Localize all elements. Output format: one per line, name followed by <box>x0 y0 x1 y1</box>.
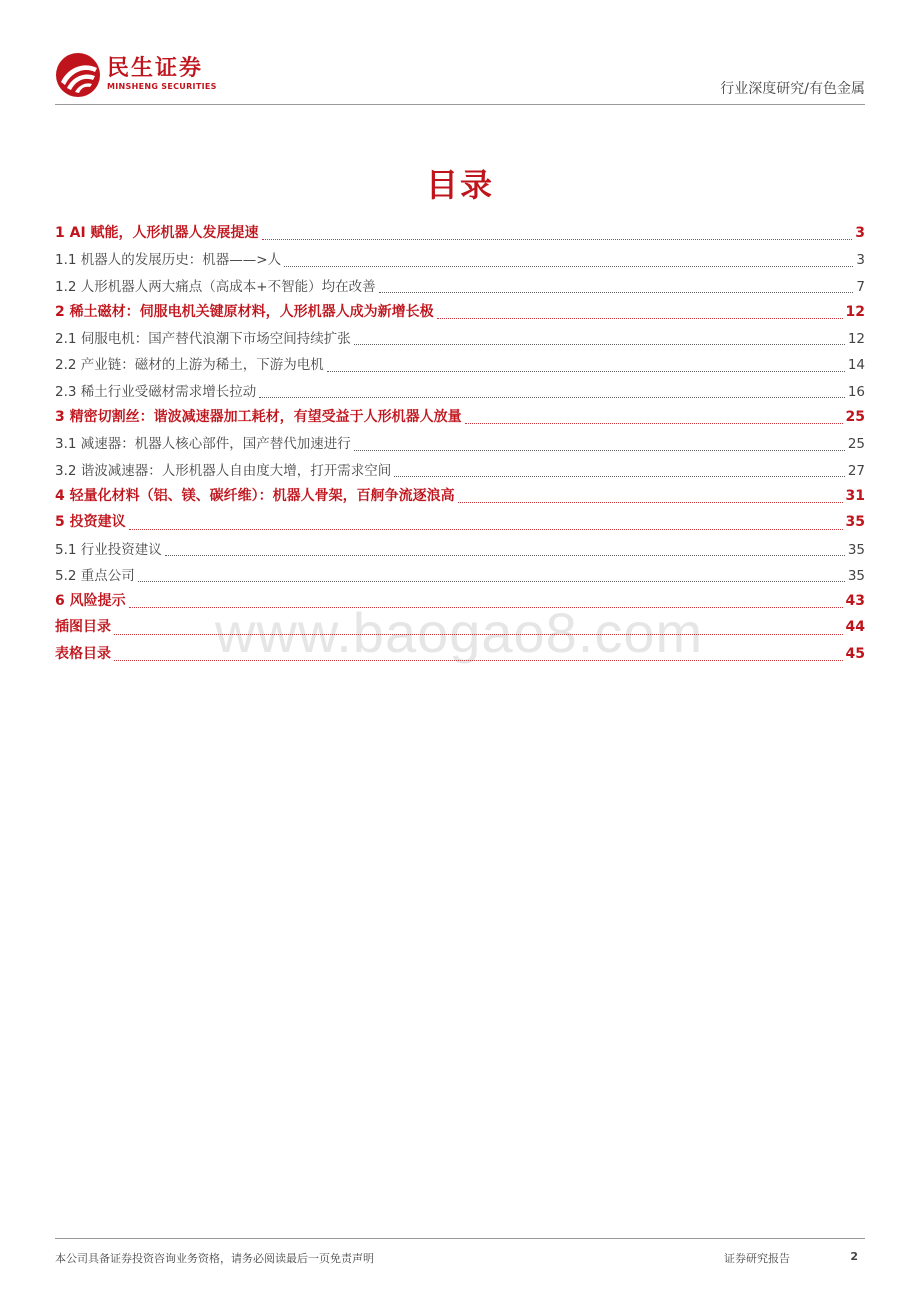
toc-entry[interactable] <box>55 538 865 564</box>
toc-entry-label[interactable]: 5.1 行业投资建议 <box>55 541 162 558</box>
toc-entry-page[interactable]: 45 <box>845 645 865 662</box>
toc-leader-dots <box>354 449 845 451</box>
footer-disclaimer: 本公司具备证券投资咨询业务资格，请务必阅读最后一页免责声明 <box>55 1252 374 1265</box>
toc-entry-label[interactable]: 2 稀土磁材：伺服电机关键原材料，人形机器人成为新增长极 <box>55 303 434 320</box>
toc-entry-label[interactable]: 1 AI 赋能，人形机器人发展提速 <box>55 225 259 241</box>
toc-entry-page[interactable]: 3 <box>856 252 865 269</box>
toc-entry[interactable] <box>55 301 865 327</box>
toc-entry-label[interactable]: 2.1 伺服电机：国产替代浪潮下市场空间持续扩张 <box>55 331 351 348</box>
footer-doc-type: 证券研究报告 <box>724 1252 790 1265</box>
toc-leader-dots <box>394 475 845 477</box>
toc-entry-page[interactable]: 35 <box>845 514 865 531</box>
toc-entry[interactable] <box>55 406 865 432</box>
toc-leader-dots <box>114 633 843 635</box>
toc-entry[interactable] <box>55 616 865 642</box>
logo-chinese-name: 民生证券 <box>107 56 204 81</box>
toc-entry-page[interactable]: 43 <box>845 593 865 610</box>
footer-divider <box>55 1238 865 1239</box>
toc-leader-dots <box>262 238 853 240</box>
toc-leader-dots <box>465 422 843 424</box>
toc-entry-label[interactable]: 4 轻量化材料（铝、镁、碳纤维）：机器人骨架，百舸争流逐浪高 <box>55 487 455 504</box>
toc-leader-dots <box>138 580 845 582</box>
header-divider <box>55 104 865 105</box>
toc-entry-page[interactable]: 7 <box>856 278 865 295</box>
report-category: 行业深度研究/有色金属 <box>720 81 865 97</box>
toc-entry-label[interactable]: 2.3 稀土行业受磁材需求增长拉动 <box>55 383 257 400</box>
toc-leader-dots <box>327 370 845 372</box>
toc-leader-dots <box>259 396 845 398</box>
toc-entry-page[interactable]: 16 <box>847 383 865 400</box>
toc-entry-page[interactable]: 31 <box>845 487 865 504</box>
toc-entry-page[interactable]: 44 <box>845 619 865 636</box>
toc-leader-dots <box>458 501 843 503</box>
toc-entry-label[interactable]: 5 投资建议 <box>55 514 126 531</box>
toc-entry-page[interactable]: 14 <box>847 357 865 374</box>
toc-leader-dots <box>284 265 853 267</box>
toc-title: 目录 <box>425 166 494 204</box>
toc-entry[interactable] <box>55 564 865 590</box>
toc-leader-dots <box>129 606 843 608</box>
toc-entry-label[interactable]: 1.1 机器人的发展历史：机器——>人 <box>55 252 282 269</box>
toc-entry[interactable] <box>55 643 865 669</box>
toc-entry-label[interactable]: 3.1 减速器：机器人核心部件，国产替代加速进行 <box>55 436 351 453</box>
page-header <box>55 48 865 106</box>
toc-entry-label[interactable]: 插图目录 <box>55 619 111 636</box>
toc-entry[interactable] <box>55 248 865 274</box>
toc-entry-label[interactable]: 5.2 重点公司 <box>55 567 135 584</box>
toc-entry[interactable] <box>55 327 865 353</box>
toc-entry-label[interactable]: 表格目录 <box>55 645 111 662</box>
logo-english-name: MINSHENG SECURITIES <box>107 82 217 91</box>
page-number: 2 <box>850 1250 858 1263</box>
toc-entry-page[interactable]: 27 <box>847 462 865 479</box>
toc-leader-dots <box>114 659 843 661</box>
toc-entry-page[interactable]: 25 <box>847 436 865 453</box>
toc-leader-dots <box>165 554 845 556</box>
toc-entry[interactable] <box>55 353 865 379</box>
toc-entry-page[interactable]: 3 <box>855 225 865 241</box>
company-logo <box>55 52 217 98</box>
toc-entry[interactable] <box>55 380 865 406</box>
toc-leader-dots <box>129 528 843 530</box>
toc-leader-dots <box>354 343 845 345</box>
toc-entry-label[interactable]: 3 精密切割丝：谐波减速器加工耗材，有望受益于人形机器人放量 <box>55 409 462 426</box>
toc-entry[interactable] <box>55 222 865 248</box>
toc-entry-label[interactable]: 6 风险提示 <box>55 593 126 610</box>
toc-entry-page[interactable]: 25 <box>845 409 865 426</box>
toc-entry-label[interactable]: 1.2 人形机器人两大痛点（高成本+不智能）均在改善 <box>55 278 376 295</box>
toc-leader-dots <box>379 291 854 293</box>
toc-entry[interactable] <box>55 459 865 485</box>
toc-entry-label[interactable]: 2.2 产业链：磁材的上游为稀土，下游为电机 <box>55 357 324 374</box>
minsheng-logo-icon <box>55 52 101 98</box>
toc-entry-label[interactable]: 3.2 谐波减速器：人形机器人自由度大增，打开需求空间 <box>55 462 392 479</box>
table-of-contents <box>55 222 865 669</box>
toc-entry-page[interactable]: 35 <box>847 567 865 584</box>
toc-entry-page[interactable]: 12 <box>847 331 865 348</box>
toc-entry[interactable] <box>55 432 865 458</box>
toc-leader-dots <box>437 317 843 319</box>
toc-entry[interactable] <box>55 511 865 537</box>
toc-entry-page[interactable]: 35 <box>847 541 865 558</box>
toc-entry[interactable] <box>55 590 865 616</box>
toc-entry[interactable] <box>55 275 865 301</box>
toc-entry-page[interactable]: 12 <box>845 303 865 320</box>
toc-entry[interactable] <box>55 485 865 511</box>
watermark: www.baogao8.com <box>215 601 704 664</box>
